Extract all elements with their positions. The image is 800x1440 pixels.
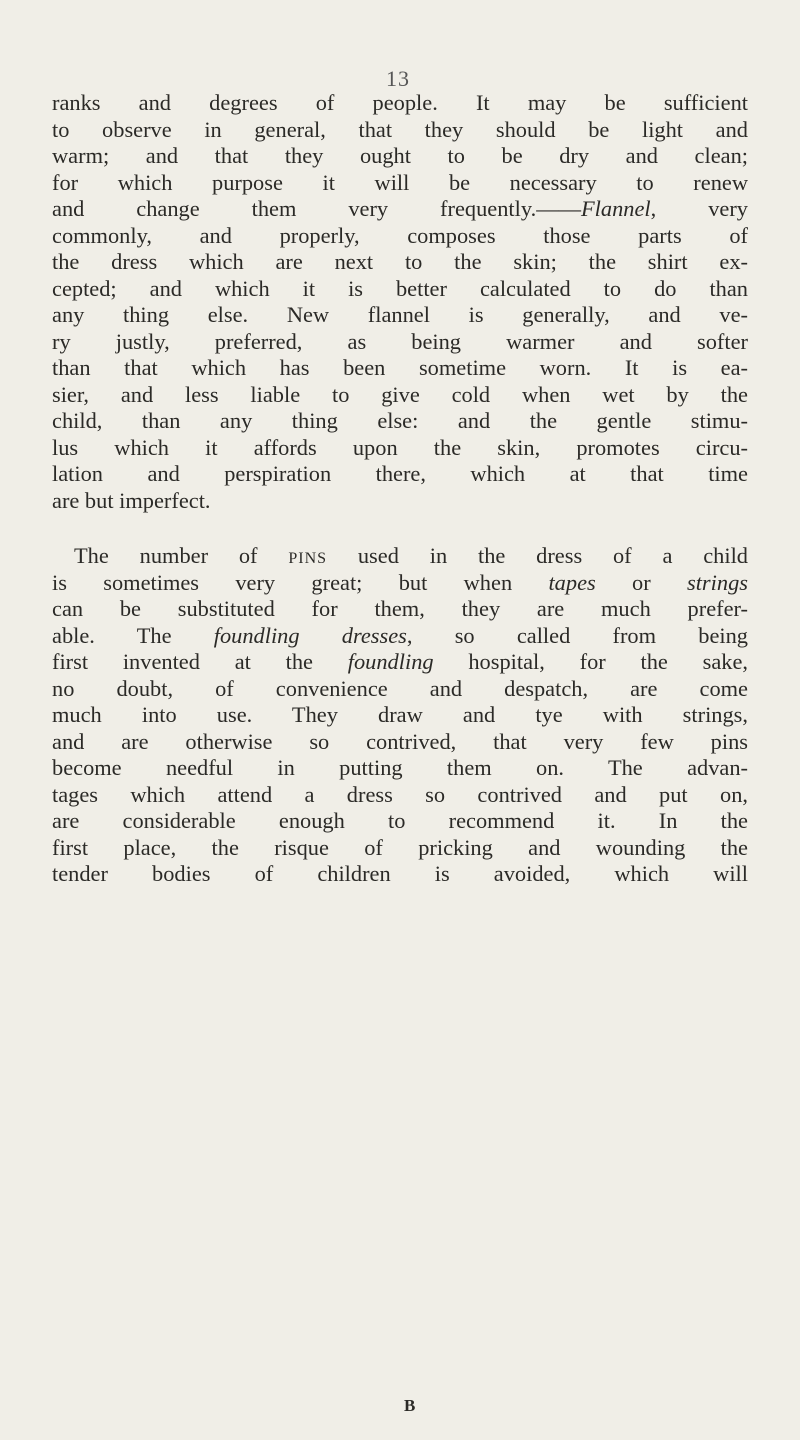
text-line: ranks and degrees of people. It may be sufficient [52, 90, 748, 115]
text-line: commonly, and properly, composes those parts of [52, 222, 748, 248]
text-line: first place, the risque of pricking and wounding the [52, 834, 748, 860]
text-segment: is sometimes very great; but when [52, 569, 549, 595]
text-line: tender bodies of children is avoided, which will [52, 861, 748, 886]
text-line: for which purpose it will be necessary to renew [52, 169, 748, 195]
text-line: and are otherwise so contrived, that very few pins [52, 728, 748, 754]
text-line: become needful in putting them on. The advan- [52, 755, 748, 780]
text-line: much into use. They draw and tye with strings, [52, 702, 748, 727]
paragraph-gap [52, 514, 748, 543]
text-line [52, 543, 748, 570]
text-line: sier, and less liable to give cold when wet by the [52, 381, 748, 407]
paragraph-2 [52, 543, 748, 888]
text-segment: and change them very frequently.—— [52, 196, 581, 221]
text-segment: used in the dress of a child [327, 543, 749, 568]
text-line: are but imperfect. [52, 487, 211, 513]
text-line: cepted; and which it is better calculated to do than [52, 275, 748, 301]
text-segment: , so called from being [406, 622, 748, 648]
paragraph-1 [52, 90, 748, 514]
signature-mark: B [404, 1396, 416, 1415]
text-segment: first invented at the [52, 649, 348, 674]
text-line: lus which it affords upon the skin, promotes circu- [52, 434, 748, 460]
body-text [52, 90, 748, 888]
text-segment: , very [650, 196, 748, 221]
text-line: lation and perspiration there, which at that time [52, 461, 748, 486]
small-caps-term: pins [288, 543, 328, 568]
text-line [52, 196, 748, 223]
text-line [52, 649, 748, 676]
italic-term: strings [687, 569, 748, 595]
text-segment: The number of [74, 543, 289, 568]
text-line: can be substituted for them, they are much prefer- [52, 596, 748, 621]
italic-term: foundling [347, 649, 434, 674]
text-line: than that which has been sometime worn. It is ea- [52, 355, 748, 380]
italic-term: Flannel [581, 196, 651, 221]
italic-term: tapes [548, 569, 596, 595]
text-line: warm; and that they ought to be dry and clean; [52, 143, 748, 168]
text-line: are considerable enough to recommend it. In the [52, 808, 748, 833]
italic-term: foundling dresses [213, 622, 407, 648]
text-segment: or [595, 569, 687, 595]
text-line: any thing else. New flannel is generally, and ve- [52, 302, 748, 327]
text-line [52, 570, 748, 597]
text-segment: hospital, for the sake, [433, 649, 748, 674]
text-line: to observe in general, that they should be light and [52, 116, 748, 142]
text-line: child, than any thing else: and the gentle stimu- [52, 408, 748, 433]
text-segment: able. The [52, 622, 214, 648]
text-line: ry justly, preferred, as being warmer and softer [52, 328, 748, 354]
text-line [52, 623, 748, 650]
page-number: 13 [386, 66, 410, 91]
text-line: tages which attend a dress so contrived and put on, [52, 781, 748, 807]
text-line: the dress which are next to the skin; the shirt ex- [52, 249, 748, 274]
text-line: no doubt, of convenience and despatch, are come [52, 675, 748, 701]
